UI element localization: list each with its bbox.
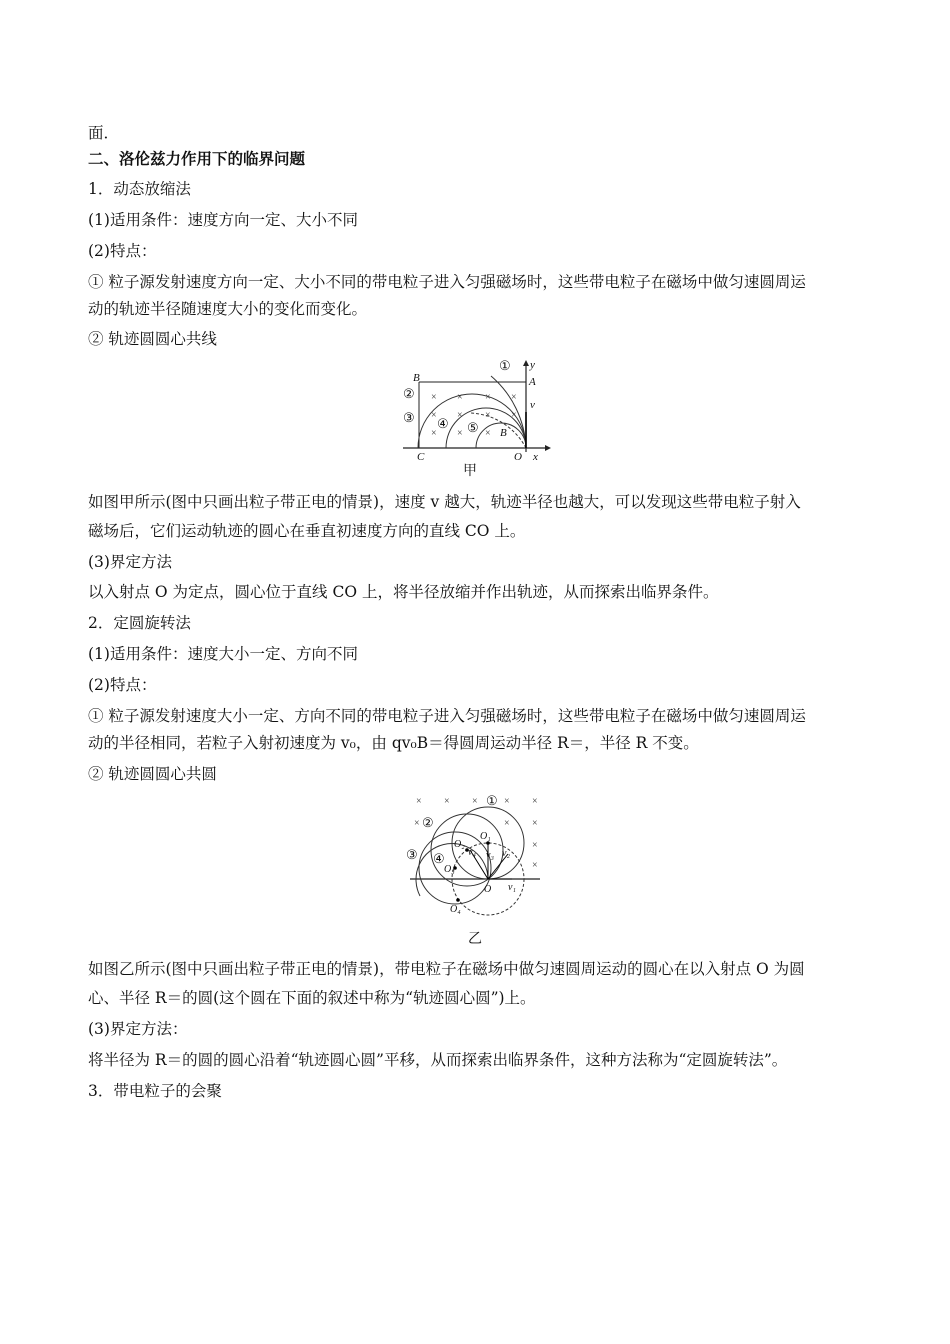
label-x: x xyxy=(533,451,538,463)
figure-jia-caption: 甲 xyxy=(463,463,477,479)
figure-yi-caption: 乙 xyxy=(468,931,482,947)
field-cross: × xyxy=(416,796,422,807)
subheading-1: 1．动态放缩法 xyxy=(88,180,191,198)
text-line-6: ① 粒子源发射速度方向一定、大小不同的带电粒子进入匀强磁场时，这些带电粒子在磁场中做匀速圆周运 xyxy=(88,273,806,291)
label-b-field: B xyxy=(500,427,507,439)
text-line-21: (3)界定方法： xyxy=(88,1020,188,1038)
trajectory-1 xyxy=(491,376,526,448)
field-cross: × xyxy=(504,796,510,807)
field-cross: × xyxy=(485,410,491,421)
field-cross: × xyxy=(485,428,491,439)
figure-yi xyxy=(400,788,550,928)
label-c: C xyxy=(417,451,425,463)
label-o2: O₂ xyxy=(454,839,465,850)
x-axis-arrow-icon xyxy=(545,445,551,451)
field-cross: × xyxy=(532,818,538,829)
text-line-18: ② 轨迹圆圆心共圆 xyxy=(88,765,217,783)
text-line-14: (1)适用条件：速度大小一定、方向不同 xyxy=(88,645,358,663)
field-cross: × xyxy=(444,796,450,807)
text-line-20: 心、半径 R＝的圆(这个圆在下面的叙述中称为“轨迹圆心圆”)上。 xyxy=(88,989,536,1007)
label-o4: O₄ xyxy=(450,904,461,915)
field-cross: × xyxy=(485,392,491,403)
field-cross: × xyxy=(472,796,478,807)
center-dot-o4 xyxy=(456,898,460,902)
label-o: O xyxy=(484,884,492,895)
subheading-2: 2．定圆旋转法 xyxy=(88,614,191,632)
text-line-1: 面． xyxy=(88,124,120,142)
field-cross: × xyxy=(457,410,463,421)
field-cross: × xyxy=(532,860,538,871)
text-line-19: 如图乙所示(图中只画出粒子带正电的情景)，带电粒子在磁场中做匀速圆周运动的圆心在以入射点 O 为圆 xyxy=(88,960,805,978)
label-v: v xyxy=(530,399,535,411)
label-trajectory-5: ⑤ xyxy=(467,420,479,435)
label-trajectory-3: ③ xyxy=(406,847,418,862)
field-cross: × xyxy=(457,392,463,403)
field-cross: × xyxy=(532,796,538,807)
field-cross: × xyxy=(431,428,437,439)
label-v3: v₃ xyxy=(486,850,494,861)
text-line-17: 动的半径相同，若粒子入射初速度为 v₀，由 qv₀B＝得圆周运动半径 R＝，半径 R 不变。 xyxy=(88,734,699,752)
label-o3: O₃ xyxy=(444,864,455,875)
label-trajectory-4: ④ xyxy=(437,416,449,431)
text-line-11: (3)界定方法 xyxy=(88,553,172,571)
y-axis-arrow-icon xyxy=(523,360,529,366)
field-cross: × xyxy=(431,410,437,421)
text-line-8: ② 轨迹圆圆心共线 xyxy=(88,330,217,348)
field-cross: × xyxy=(431,392,437,403)
label-v2: v₂ xyxy=(502,848,510,859)
text-line-5: (2)特点： xyxy=(88,242,157,260)
text-line-7: 动的轨迹半径随速度大小的变化而变化。 xyxy=(88,300,368,318)
label-trajectory-1: ① xyxy=(486,793,498,808)
label-trajectory-3: ③ xyxy=(403,410,415,425)
subheading-3: 3．带电粒子的会聚 xyxy=(88,1082,222,1100)
label-trajectory-1: ① xyxy=(499,358,511,373)
field-cross: × xyxy=(414,818,420,829)
field-cross: × xyxy=(532,840,538,851)
text-line-9: 如图甲所示(图中只画出粒子带正电的情景)，速度 v 越大，轨迹半径也越大，可以发现这些带电粒子射入 xyxy=(88,493,801,511)
field-cross: × xyxy=(511,392,517,403)
label-trajectory-4: ④ xyxy=(433,851,445,866)
label-trajectory-2: ② xyxy=(403,386,415,401)
field-cross: × xyxy=(457,428,463,439)
label-y: y xyxy=(530,359,535,371)
field-cross: × xyxy=(511,410,517,421)
label-b-top: B xyxy=(413,372,420,384)
label-trajectory-2: ② xyxy=(422,815,434,830)
label-a: A xyxy=(529,376,536,388)
field-cross: × xyxy=(504,818,510,829)
label-o1: O₁ xyxy=(480,831,491,842)
text-line-22: 将半径为 R＝的圆的圆心沿着“轨迹圆心圆”平移，从而探索出临界条件，这种方法称为“定圆旋转法”。 xyxy=(88,1051,788,1069)
section-heading: 二、洛伦兹力作用下的临界问题 xyxy=(88,150,306,168)
text-line-12: 以入射点 O 为定点，圆心位于直线 CO 上，将半径放缩并作出轨迹，从而探索出临界条件。 xyxy=(88,583,719,601)
text-line-4: (1)适用条件：速度方向一定、大小不同 xyxy=(88,211,358,229)
label-v4: v₄ xyxy=(468,847,476,858)
label-o: O xyxy=(514,451,522,463)
label-v1: v₁ xyxy=(508,882,516,893)
text-line-15: (2)特点： xyxy=(88,676,157,694)
text-line-16: ① 粒子源发射速度大小一定、方向不同的带电粒子进入匀强磁场时，这些带电粒子在磁场中做匀速圆周运 xyxy=(88,707,806,725)
text-line-10: 磁场后，它们运动轨迹的圆心在垂直初速度方向的直线 CO 上。 xyxy=(88,522,526,540)
